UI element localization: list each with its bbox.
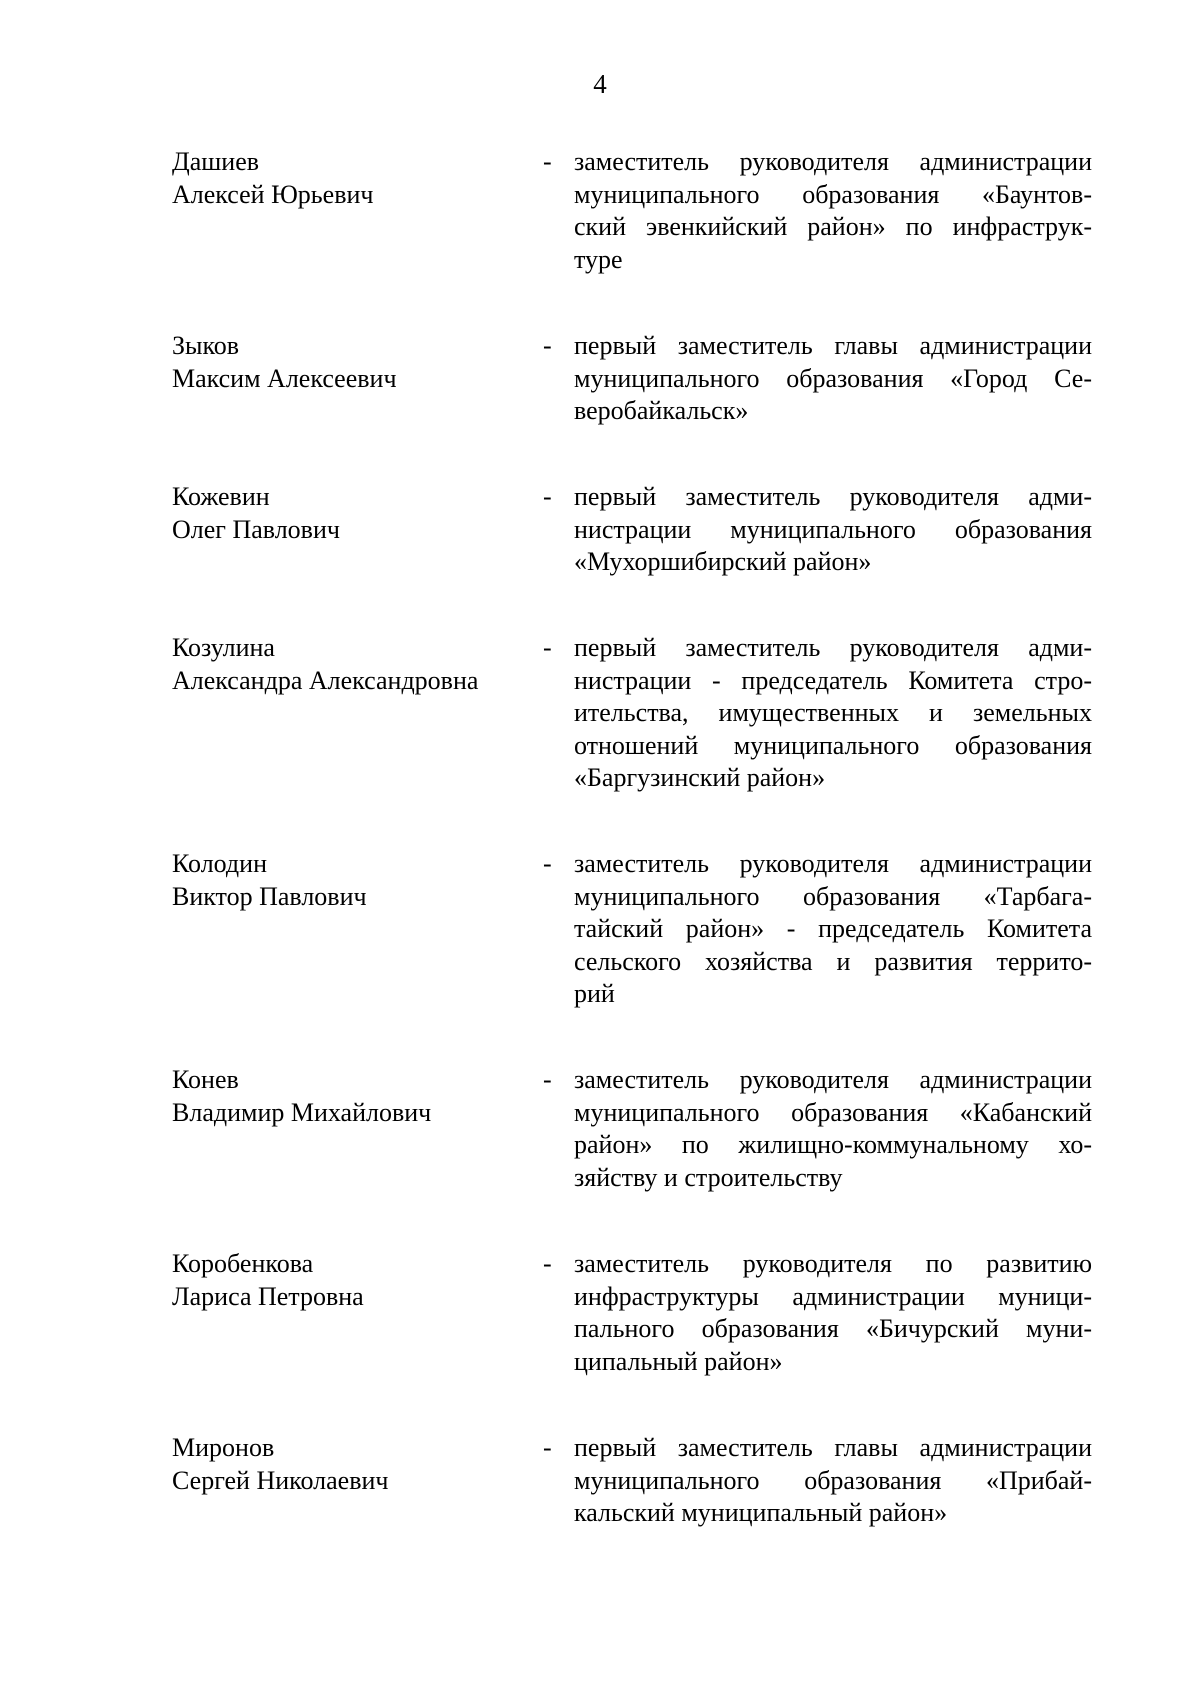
position-line: туре: [574, 244, 623, 274]
person-name: [172, 1432, 532, 1497]
position-line: муниципального образования «Тарбага-: [574, 881, 1092, 911]
position-line: тайский район» - председатель Комитета: [574, 914, 1092, 943]
given-names: Виктор Павлович: [172, 881, 367, 911]
position-line: «Мухоршибирский район»: [574, 547, 872, 576]
position-line: муниципального образования «Прибай-: [574, 1465, 1092, 1495]
person-name: [172, 1064, 532, 1129]
position-line: «Баргузинский район»: [574, 763, 826, 792]
person-name: [172, 848, 532, 913]
position-line: пального образования «Бичурский муни-: [574, 1314, 1092, 1343]
position-line: веробайкальск»: [574, 396, 749, 425]
position-line: муниципального образования «Кабанский: [574, 1097, 1092, 1127]
dash: -: [543, 482, 552, 511]
position-line: рий: [574, 979, 615, 1008]
given-names: Максим Алексеевич: [172, 363, 397, 393]
position-description: [574, 1064, 1092, 1194]
person-name: [172, 330, 532, 395]
person-name: [172, 146, 532, 211]
dash: -: [543, 331, 552, 360]
position-line: заместитель руководителя по развитию: [574, 1249, 1092, 1278]
surname: Колодин: [172, 849, 267, 878]
position-line: заместитель руководителя администрации: [574, 147, 1092, 176]
given-names: Лариса Петровна: [172, 1281, 364, 1311]
surname: Коробенкова: [172, 1249, 314, 1278]
position-line: первый заместитель руководителя адми-: [574, 482, 1092, 511]
position-line: первый заместитель главы администрации: [574, 1433, 1092, 1462]
given-names: Сергей Николаевич: [172, 1465, 389, 1495]
person-name: [172, 1248, 532, 1313]
given-names: Александра Александровна: [172, 665, 479, 695]
position-line: район» по жилищно-коммунальному хо-: [574, 1130, 1092, 1159]
position-line: заместитель руководителя администрации: [574, 1065, 1092, 1094]
position-description: [574, 146, 1092, 276]
dash: -: [543, 1433, 552, 1462]
position-line: муниципального образования «Баунтов-: [574, 179, 1092, 209]
person-name: [172, 481, 532, 546]
position-description: [574, 1248, 1092, 1378]
surname: Зыков: [172, 331, 240, 360]
position-line: муниципального образования «Город Се-: [574, 363, 1092, 393]
dash: -: [543, 1249, 552, 1278]
position-line: зяйству и строительству: [574, 1162, 843, 1192]
position-line: нистрации муниципального образования: [574, 514, 1092, 544]
position-description: [574, 1432, 1092, 1530]
surname: Дашиев: [172, 147, 260, 176]
dash: -: [543, 147, 552, 176]
given-names: Алексей Юрьевич: [172, 179, 374, 209]
position-line: заместитель руководителя администрации: [574, 849, 1092, 878]
position-line: нистрации - председатель Комитета стро-: [574, 665, 1092, 695]
position-line: кальский муниципальный район»: [574, 1498, 948, 1527]
position-line: инфраструктуры администрации муници-: [574, 1281, 1092, 1311]
surname: Миронов: [172, 1433, 275, 1462]
position-line: первый заместитель руководителя адми-: [574, 633, 1092, 662]
position-line: ципальный район»: [574, 1346, 783, 1376]
position-description: [574, 330, 1092, 428]
surname: Кожевин: [172, 482, 270, 511]
position-description: [574, 848, 1092, 1011]
position-line: ский эвенкийский район» по инфраструк-: [574, 212, 1092, 241]
position-line: отношений муниципального образования: [574, 730, 1092, 760]
surname: Конев: [172, 1065, 239, 1094]
person-name: [172, 632, 532, 697]
dash: -: [543, 1065, 552, 1094]
position-line: сельского хозяйства и развития террито-: [574, 946, 1092, 976]
position-line: первый заместитель главы администрации: [574, 331, 1092, 360]
surname: Козулина: [172, 633, 275, 662]
position-description: [574, 632, 1092, 795]
dash: -: [543, 633, 552, 662]
dash: -: [543, 849, 552, 878]
given-names: Олег Павлович: [172, 514, 340, 544]
page-number: 4: [593, 69, 607, 99]
given-names: Владимир Михайлович: [172, 1097, 432, 1127]
position-description: [574, 481, 1092, 579]
position-line: ительства, имущественных и земельных: [574, 698, 1092, 727]
